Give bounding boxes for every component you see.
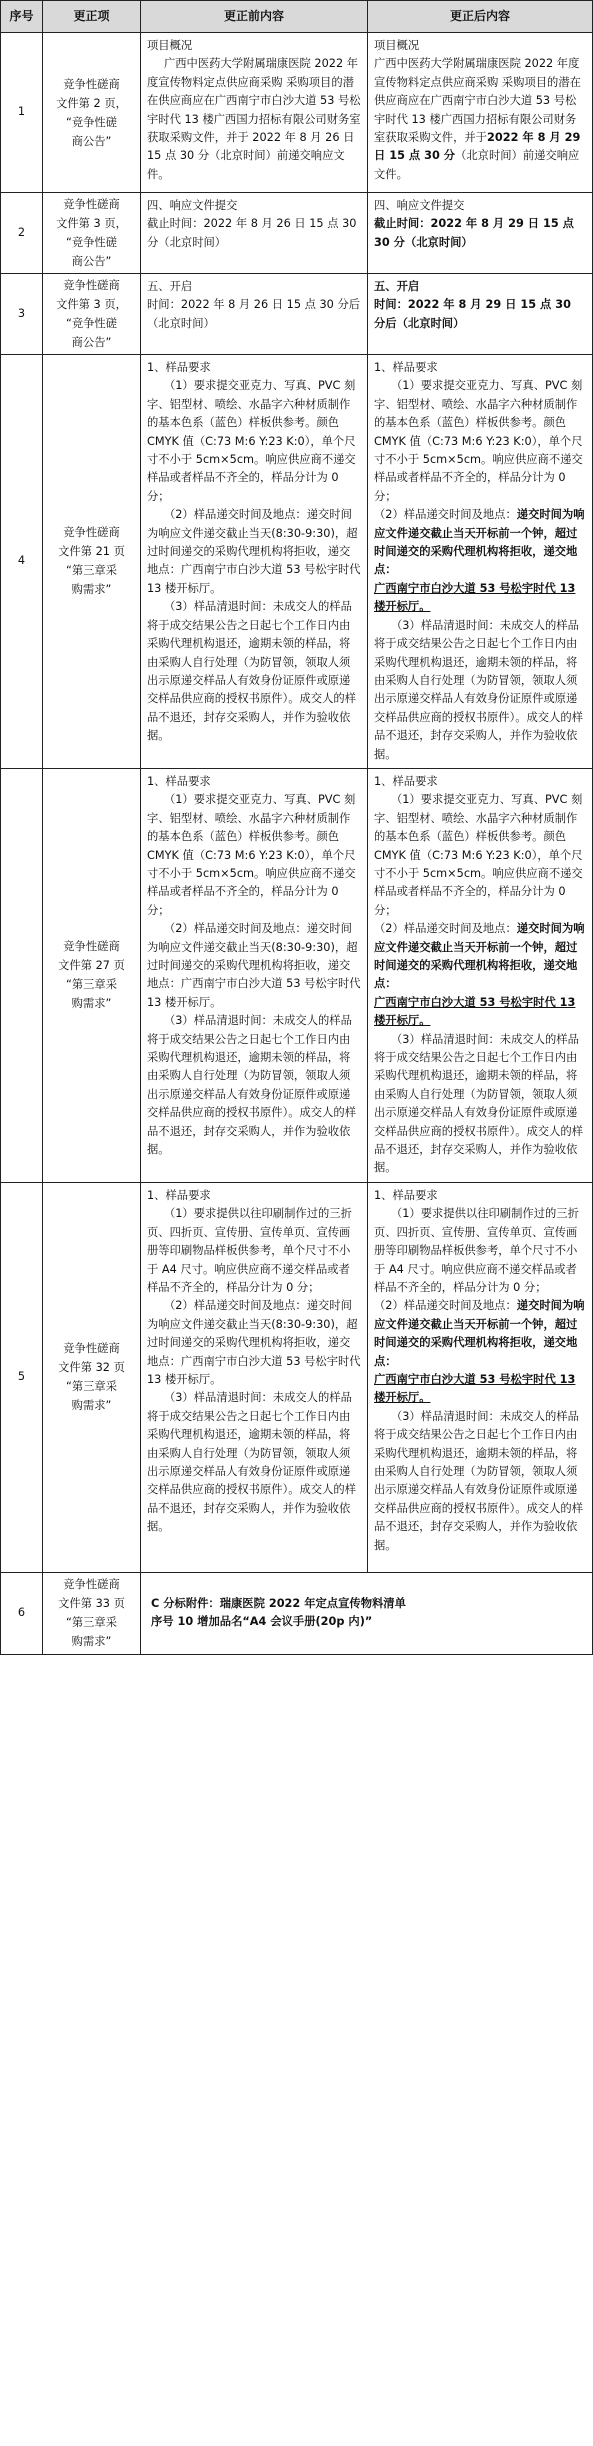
row-number: 2 [1, 193, 43, 274]
row-number: 1 [1, 33, 43, 193]
correction-item: 竞争性磋商 文件第 32 页 “第三章采 购需求” [43, 1182, 141, 1572]
table-row [1, 1182, 593, 1572]
header-before: 更正前内容 [141, 1, 368, 33]
changed-datetime: 2022 年 8 月 29 日 15 点 30 分 [374, 131, 581, 163]
changed-datetime: 截止时间：2022 年 8 月 29 日 15 点 30 分（北京时间） [374, 217, 574, 249]
changed-delivery-place: 广西南宁市白沙大道 53 号松宇时代 13 楼开标厅。 [374, 995, 576, 1028]
changed-delivery-time: 递交时间为响应文件递交截止当天开标前一个钟，超过时间递交的采购代理机构将拒收，递交地点： [374, 922, 585, 991]
header-item: 更正项 [43, 1, 141, 33]
changed-delivery-place: 广西南宁市白沙大道 53 号松宇时代 13 楼开标厅。 [374, 581, 576, 614]
table-row [1, 768, 593, 1182]
content-before: 1、样品要求 （1）要求提交亚克力、写真、PVC 刻字、铝型材、喷绘、水晶字六种材质制作的基本色系（蓝色）样板供参考。颜色 CMYK 值（C:73 M:6 Y:23 K:0），单个尺寸不小于 5cm×5cm。响应供应商不递交样品或者样品不齐全的，样品分计为 0 分； （2）样品递交时间及地点：递交时间为响应文件递交截止当天(8:30-9:30)，超过时间递交的采购代理机构将拒收，递交地点：广西南宁市白沙大道 53 号松宇时代 13 楼开标厅。 （3）样品清退时间：未成交人的样品将于成交结果公告之日起七个工作日内由采购代理机构退还，逾期未领的样品，将由采购人自行处理（为防冒领，领取人须出示原递交样品人有效身份证原件或原递交样品供应商的授权书原件）。成交人的样品不退还，封存交采购人，并作为验收依据。 [141, 768, 368, 1182]
changed-delivery-time: 递交时间为响应文件递交截止当天开标前一个钟，超过时间递交的采购代理机构将拒收，递交地点： [374, 1299, 585, 1368]
correction-item: 竞争性磋商 文件第 33 页 “第三章采 购需求” [43, 1572, 141, 1654]
content-before: 四、响应文件提交 截止时间：2022 年 8 月 26 日 15 点 30 分（北京时间） [141, 193, 368, 274]
content-after: 四、响应文件提交 截止时间：2022 年 8 月 29 日 15 点 30 分（北京时间） [368, 193, 593, 274]
row-number: 4 [1, 355, 43, 769]
content-after: 1、样品要求 （1）要求提供以往印刷制作过的三折页、四折页、宣传册、宣传单页、宣传画册等印刷物品样板供参考，单个尺寸不小于 A4 尺寸。响应供应商不递交样品或者样品不齐全的，样品分计为 0 分； （2）样品递交时间及地点：递交时间为响应文件递交截止当天开标前一个钟，超过时间递交的采购代理机构将拒收，递交地点： 广西南宁市白沙大道 53 号松宇时代 13 楼开标厅。 （3）样品清退时间：未成交人的样品将于成交结果公告之日起七个工作日内由采购代理机构退还，逾期未领的样品，将由采购人自行处理（为防冒领，领取人须出示原递交样品人有效身份证原件或原递交样品供应商的授权书原件）。成交人的样品不退还，封存交采购人，并作为验收依据。 [368, 1182, 593, 1572]
content-before: 项目概况 广西中医药大学附属瑞康医院 2022 年度宣传物料定点供应商采购 采购项目的潜在供应商应在广西南宁市白沙大道 53 号松宇时代 13 楼广西国力招标有限公司财务室获取采购文件，并于 2022 年 8 月 26 日 15 点 30 分（北京时间）前递交响应文件。 [141, 33, 368, 193]
table-header-row [1, 1, 593, 33]
correction-item: 竞争性磋商 文件第 2 页， “竞争性磋 商公告” [43, 33, 141, 193]
table-row [1, 355, 593, 769]
content-before: 五、开启 时间：2022 年 8 月 26 日 15 点 30 分后（北京时间） [141, 274, 368, 355]
row-number: 5 [1, 1182, 43, 1572]
changed-delivery-time: 递交时间为响应文件递交截止当天开标前一个钟，超过时间递交的采购代理机构将拒收，递交地点： [374, 508, 585, 577]
row-number [1, 768, 43, 1182]
correction-item: 竞争性磋商 文件第 3 页， “竞争性磋 商公告” [43, 193, 141, 274]
table-row [1, 274, 593, 355]
header-no: 序号 [1, 1, 43, 33]
content-before: 1、样品要求 （1）要求提交亚克力、写真、PVC 刻字、铝型材、喷绘、水晶字六种材质制作的基本色系（蓝色）样板供参考。颜色 CMYK 值（C:73 M:6 Y:23 K:0），单个尺寸不小于 5cm×5cm。响应供应商不递交样品或者样品不齐全的，样品分计为 0 分； （2）样品递交时间及地点：递交时间为响应文件递交截止当天(8:30-9:30)，超过时间递交的采购代理机构将拒收，递交地点：广西南宁市白沙大道 53 号松宇时代 13 楼开标厅。 （3）样品清退时间：未成交人的样品将于成交结果公告之日起七个工作日内由采购代理机构退还，逾期未领的样品，将由采购人自行处理（为防冒领，领取人须出示原递交样品人有效身份证原件或原递交样品供应商的授权书原件）。成交人的样品不退还，封存交采购人，并作为验收依据。 [141, 355, 368, 769]
changed-datetime: 时间：2022 年 8 月 29 日 15 点 30 分后（北京时间） [374, 298, 572, 330]
correction-item: 竞争性磋商 文件第 21 页 “第三章采 购需求” [43, 355, 141, 769]
correction-item: 竞争性磋商 文件第 27 页 “第三章采 购需求” [43, 768, 141, 1182]
table-row [1, 1572, 593, 1654]
content-after: 五、开启 时间：2022 年 8 月 29 日 15 点 30 分后（北京时间） [368, 274, 593, 355]
content-after: 1、样品要求 （1）要求提交亚克力、写真、PVC 刻字、铝型材、喷绘、水晶字六种材质制作的基本色系（蓝色）样板供参考。颜色 CMYK 值（C:73 M:6 Y:23 K:0），单个尺寸不小于 5cm×5cm。响应供应商不递交样品或者样品不齐全的，样品分计为 0 分； （2）样品递交时间及地点：递交时间为响应文件递交截止当天开标前一个钟，超过时间递交的采购代理机构将拒收，递交地点： 广西南宁市白沙大道 53 号松宇时代 13 楼开标厅。 （3）样品清退时间：未成交人的样品将于成交结果公告之日起七个工作日内由采购代理机构退还，逾期未领的样品，将由采购人自行处理（为防冒领，领取人须出示原递交样品人有效身份证原件或原递交样品供应商的授权书原件）。成交人的样品不退还，封存交采购人，并作为验收依据。 [368, 768, 593, 1182]
correction-item: 竞争性磋商 文件第 3 页， “竞争性磋 商公告” [43, 274, 141, 355]
merged-content: C 分标附件：瑞康医院 2022 年定点宣传物料清单 序号 10 增加品名“A4 会议手册(20p 内)” [141, 1572, 593, 1654]
header-after: 更正后内容 [368, 1, 593, 33]
row-number: 3 [1, 274, 43, 355]
content-after: 项目概况 广西中医药大学附属瑞康医院 2022 年度宣传物料定点供应商采购 采购项目的潜在供应商应在广西南宁市白沙大道 53 号松宇时代 13 楼广西国力招标有限公司财务室获取采购文件，并于2022 年 8 月 29 日 15 点 30 分（北京时间）前递交响应文件。 [368, 33, 593, 193]
content-after: 1、样品要求 （1）要求提交亚克力、写真、PVC 刻字、铝型材、喷绘、水晶字六种材质制作的基本色系（蓝色）样板供参考。颜色 CMYK 值（C:73 M:6 Y:23 K:0），单个尺寸不小于 5cm×5cm。响应供应商不递交样品或者样品不齐全的，样品分计为 0 分； （2）样品递交时间及地点：递交时间为响应文件递交截止当天开标前一个钟，超过时间递交的采购代理机构将拒收，递交地点： 广西南宁市白沙大道 53 号松宇时代 13 楼开标厅。 （3）样品清退时间：未成交人的样品将于成交结果公告之日起七个工作日内由采购代理机构退还，逾期未领的样品，将由采购人自行处理（为防冒领，领取人须出示原递交样品人有效身份证原件或原递交样品供应商的授权书原件）。成交人的样品不退还，封存交采购人，并作为验收依据。 [368, 355, 593, 769]
changed-delivery-place: 广西南宁市白沙大道 53 号松宇时代 13 楼开标厅。 [374, 1373, 576, 1405]
row-number: 6 [1, 1572, 43, 1654]
table-row [1, 193, 593, 274]
content-before: 1、样品要求 （1）要求提供以往印刷制作过的三折页、四折页、宣传册、宣传单页、宣传画册等印刷物品样板供参考，单个尺寸不小于 A4 尺寸。响应供应商不递交样品或者样品不齐全的，样品分计为 0 分； （2）样品递交时间及地点：递交时间为响应文件递交截止当天(8:30-9:30)，超过时间递交的采购代理机构将拒收，递交地点：广西南宁市白沙大道 53 号松宇时代 13 楼开标厅。 （3）样品清退时间：未成交人的样品将于成交结果公告之日起七个工作日内由采购代理机构退还，逾期未领的样品，将由采购人自行处理（为防冒领，领取人须出示原递交样品人有效身份证原件或原递交样品供应商的授权书原件）。成交人的样品不退还，封存交采购人，并作为验收依据。 [141, 1182, 368, 1572]
table-row [1, 33, 593, 193]
